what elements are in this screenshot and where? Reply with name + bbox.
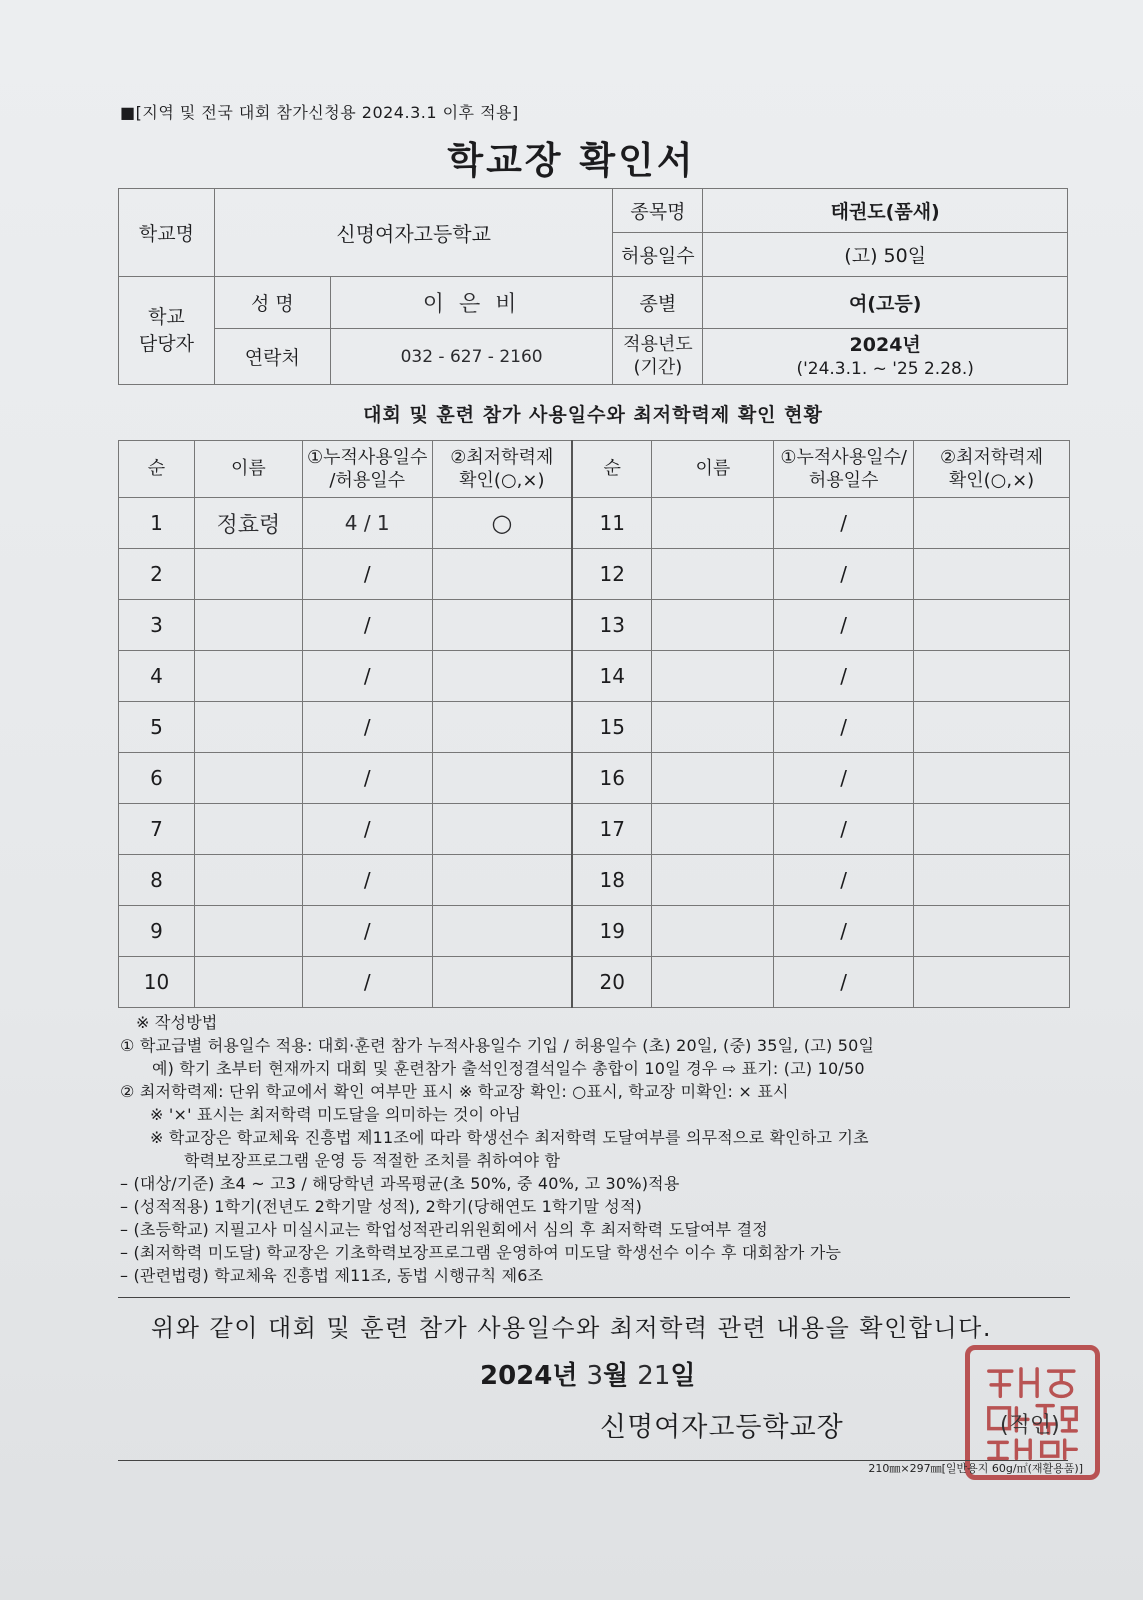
detail-2: – (성적적용) 1학기(전년도 2학기말 성적), 2학기(당해연도 1학기말 성적): [120, 1197, 643, 1216]
athlete-name: [652, 753, 774, 804]
note-4b: 학력보장프로그램 운영 등 적절한 조치를 취하여야 함: [184, 1151, 561, 1170]
header-check: ②최저학력제 확인(○,×): [432, 441, 572, 498]
check-cell: [914, 600, 1070, 651]
header-check-right: ②최저학력제 확인(○,×): [914, 441, 1070, 498]
row-no: 3: [119, 600, 195, 651]
athlete-name: [194, 753, 302, 804]
days-cell: /: [302, 957, 432, 1008]
row-no: 11: [572, 498, 652, 549]
days-cell: /: [774, 753, 914, 804]
days-cell: /: [302, 753, 432, 804]
athlete-name: [194, 804, 302, 855]
allowed-days-label: 허용일수: [613, 233, 703, 277]
row-no: 16: [572, 753, 652, 804]
header-name-right: 이름: [652, 441, 774, 498]
check-cell: [432, 753, 572, 804]
days-cell: /: [774, 600, 914, 651]
paper-spec: 210㎜×297㎜[일반용지 60g/㎡(재활용품)]: [868, 1462, 1083, 1475]
list-title: 대회 및 훈련 참가 사용일수와 최저학력제 확인 현황: [363, 404, 823, 426]
days-cell: /: [302, 804, 432, 855]
header-days-right: ①누적사용일수/ 허용일수: [774, 441, 914, 498]
athlete-name: [194, 855, 302, 906]
athlete-name: [194, 702, 302, 753]
instructions: [120, 1011, 1080, 1287]
note-1b: 예) 학기 초부터 현재까지 대회 및 훈련참가 출석인정결석일수 총합이 10일 경우 ⇨ 표기: (고) 10/50: [152, 1059, 865, 1078]
row-no: 17: [572, 804, 652, 855]
row-no: 13: [572, 600, 652, 651]
check-cell: [914, 855, 1070, 906]
row-no: 14: [572, 651, 652, 702]
event-value: 태권도(품새): [703, 189, 1068, 233]
table-row: [119, 600, 1070, 651]
days-cell: /: [774, 702, 914, 753]
athlete-name: [652, 549, 774, 600]
table-row: [119, 549, 1070, 600]
athlete-name: [194, 600, 302, 651]
detail-1: – (대상/기준) 초4 ~ 고3 / 해당학년 과목평균(초 50%, 중 40%, 고 30%)적용: [120, 1174, 680, 1193]
row-no: 7: [119, 804, 195, 855]
check-cell: [914, 702, 1070, 753]
manager-name-handwritten: 이 은 비: [330, 277, 613, 329]
days-cell: /: [302, 855, 432, 906]
days-cell: /: [774, 855, 914, 906]
athlete-name: [194, 651, 302, 702]
table-row: [119, 753, 1070, 804]
days-cell: /: [774, 906, 914, 957]
athlete-name: [652, 651, 774, 702]
check-cell: [432, 600, 572, 651]
table-row: [119, 906, 1070, 957]
seal-label: (직인): [1000, 1413, 1060, 1438]
athlete-name-handwritten: 정효령: [194, 498, 302, 549]
check-cell: [914, 906, 1070, 957]
athlete-name: [194, 549, 302, 600]
days-cell: /: [774, 804, 914, 855]
note-1a: ① 학교급별 허용일수 적용: 대회·훈련 참가 누적사용일수 기입 / 허용일수 (초) 20일, (중) 35일, (고) 50일: [120, 1036, 875, 1055]
check-handwritten: ○: [432, 498, 572, 549]
check-cell: [914, 498, 1070, 549]
check-cell: [432, 651, 572, 702]
row-no: 20: [572, 957, 652, 1008]
check-cell: [432, 702, 572, 753]
row-no: 4: [119, 651, 195, 702]
row-no: 6: [119, 753, 195, 804]
header-no: 순: [119, 441, 195, 498]
check-cell: [914, 804, 1070, 855]
athlete-name: [652, 600, 774, 651]
school-name: 신명여자고등학교: [214, 189, 613, 277]
table-row: [119, 651, 1070, 702]
event-label: 종목명: [613, 189, 703, 233]
header-days: ①누적사용일수 /허용일수: [302, 441, 432, 498]
athlete-name: [194, 957, 302, 1008]
days-cell: /: [302, 906, 432, 957]
row-no: 2: [119, 549, 195, 600]
allowed-days-value: (고) 50일: [703, 233, 1068, 277]
days-cell: /: [302, 651, 432, 702]
gender-label: 종별: [613, 277, 703, 329]
days-cell: /: [302, 549, 432, 600]
days-handwritten: 4 / 1: [302, 498, 432, 549]
detail-5: – (관련법령) 학교체육 진흥법 제11조, 동법 시행규칙 제6조: [120, 1266, 544, 1285]
days-cell: /: [302, 600, 432, 651]
year-value: 2024년: [849, 334, 921, 357]
row-no: 1: [119, 498, 195, 549]
table-row: [119, 855, 1070, 906]
athlete-name: [652, 498, 774, 549]
days-cell: /: [302, 702, 432, 753]
athlete-name: [194, 906, 302, 957]
divider: [118, 1297, 1070, 1298]
contact-handwritten: 032 - 627 - 2160: [330, 329, 613, 385]
notes-heading: ※ 작성방법: [136, 1013, 218, 1032]
header-name: 이름: [194, 441, 302, 498]
name-label: 성 명: [214, 277, 330, 329]
row-no: 8: [119, 855, 195, 906]
info-table: [118, 188, 1068, 385]
athlete-name: [652, 957, 774, 1008]
check-cell: [432, 855, 572, 906]
year-cell: [703, 329, 1068, 385]
row-no: 18: [572, 855, 652, 906]
check-cell: [914, 549, 1070, 600]
date-day-unit: 일: [670, 1361, 696, 1391]
manager-label: 학교 담당자: [119, 277, 215, 385]
days-cell: /: [774, 651, 914, 702]
check-cell: [432, 549, 572, 600]
check-cell: [914, 957, 1070, 1008]
date-year: 2024년: [480, 1361, 578, 1391]
days-cell: /: [774, 549, 914, 600]
row-no: 15: [572, 702, 652, 753]
contact-label: 연락처: [214, 329, 330, 385]
gender-value: 여(고등): [703, 277, 1068, 329]
table-row: [119, 702, 1070, 753]
check-cell: [432, 906, 572, 957]
row-no: 10: [119, 957, 195, 1008]
check-cell: [914, 753, 1070, 804]
period-value: ('24.3.1. ~ '25 2.28.): [796, 358, 974, 379]
detail-4: – (최저학력 미도달) 학교장은 기초학력보장프로그램 운영하여 미도달 학생선수 이수 후 대회참가 가능: [120, 1243, 842, 1262]
date-month-unit: 월: [603, 1361, 629, 1391]
note-3: ※ '×' 표시는 최저학력 미도달을 의미하는 것이 아님: [150, 1105, 521, 1124]
days-cell: /: [774, 957, 914, 1008]
note-4a: ※ 학교장은 학교체육 진흥법 제11조에 따라 학생선수 최저학력 도달여부를 의무적으로 확인하고 기초: [150, 1128, 869, 1147]
check-cell: [432, 957, 572, 1008]
row-no: 9: [119, 906, 195, 957]
table-header: [119, 441, 1070, 498]
principal-title: 신명여자고등학교장: [600, 1412, 844, 1443]
confirmation-text: 위와 같이 대회 및 훈련 참가 사용일수와 최저학력 관련 내용을 확인합니다.: [151, 1314, 992, 1342]
check-cell: [432, 804, 572, 855]
table-row: [119, 804, 1070, 855]
school-label: 학교명: [119, 189, 215, 277]
athlete-name: [652, 855, 774, 906]
athlete-name: [652, 804, 774, 855]
signing-date: [480, 1355, 696, 1392]
row-no: 19: [572, 906, 652, 957]
athlete-name: [652, 702, 774, 753]
note-2: ② 최저학력제: 단위 학교에서 확인 여부만 표시 ※ 학교장 확인: ○표시, 학교장 미확인: × 표시: [120, 1082, 789, 1101]
days-cell: /: [774, 498, 914, 549]
form-note: ■[지역 및 전국 대회 참가신청용 2024.3.1 이후 적용]: [120, 103, 519, 122]
row-no: 5: [119, 702, 195, 753]
date-month-handwritten: 3: [586, 1361, 604, 1391]
detail-3: – (초등학교) 지필고사 미실시교는 학업성적관리위원회에서 심의 후 최저학력 도달여부 결정: [120, 1220, 768, 1239]
athlete-name: [652, 906, 774, 957]
year-label: 적용년도 (기간): [613, 329, 703, 385]
table-row: [119, 957, 1070, 1008]
header-no-right: 순: [572, 441, 652, 498]
athlete-table: [118, 440, 1070, 1008]
row-no: 12: [572, 549, 652, 600]
check-cell: [914, 651, 1070, 702]
table-row: [119, 498, 1070, 549]
document-title: 학교장 확인서: [447, 139, 696, 182]
date-day-handwritten: 21: [637, 1361, 671, 1391]
